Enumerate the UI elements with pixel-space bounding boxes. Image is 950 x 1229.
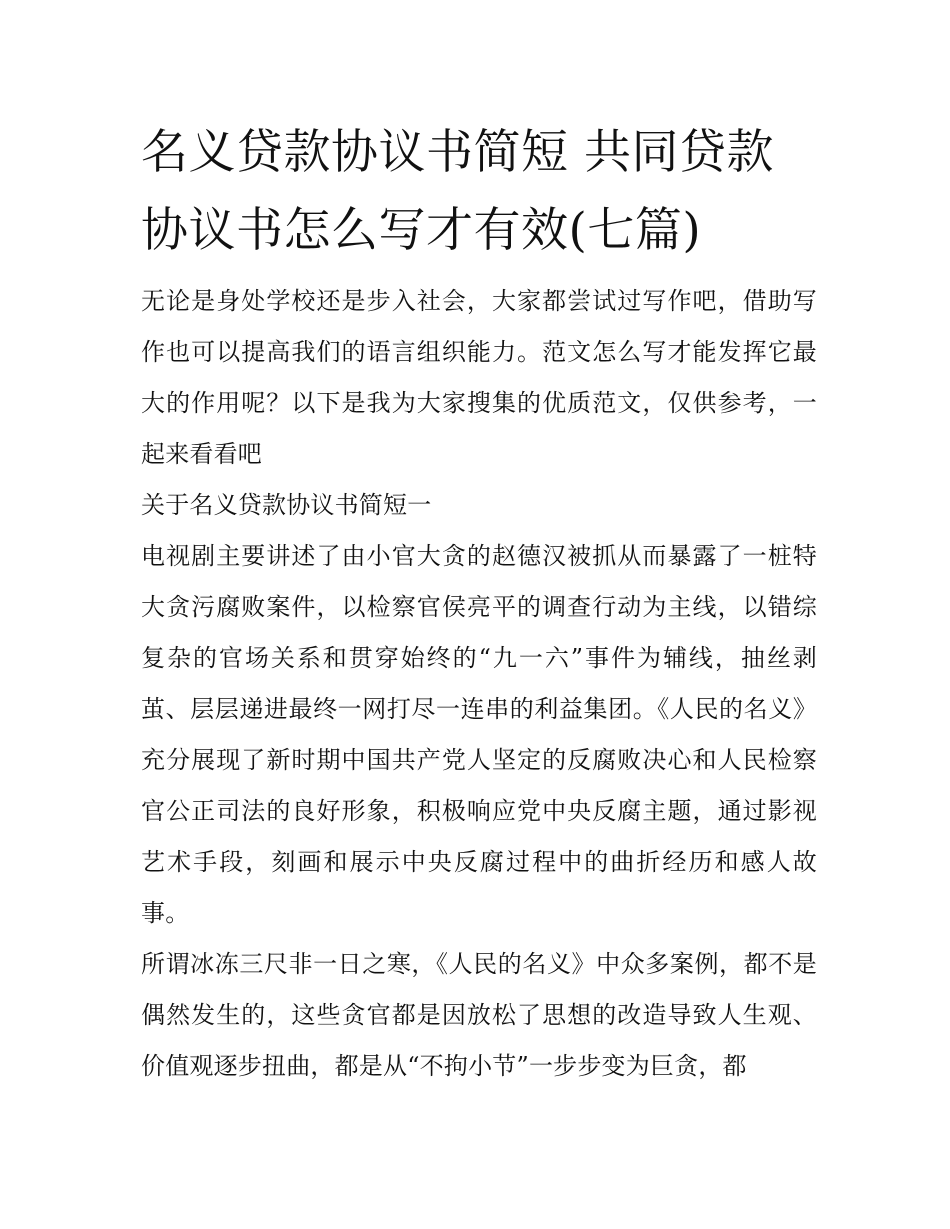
intro-paragraph: 无论是身处学校还是步入社会，大家都尝试过写作吧，借助写作也可以提高我们的语言组织能力。范文怎么写才能发挥它最大的作用呢？以下是我为大家搜集的优质范文，仅供参考，一起来看看吧: [141, 287, 817, 468]
body-paragraph: 所谓冰冻三尺非一日之寒，《人民的名义》中众多案例，都不是偶然发生的，这些贪官都是因放松了思想的改造导致人生观、价值观逐步扭曲，都是从“不拘小节”一步步变为巨贪，都: [141, 950, 817, 1080]
document-body: [141, 276, 817, 1092]
section-heading: 关于名义贷款协议书简短一: [141, 491, 432, 519]
body-paragraph: 电视剧主要讲述了由小官大贪的赵德汉被抓从而暴露了一桩特大贪污腐败案件，以检察官侯亮平的调查行动为主线，以错综复杂的官场关系和贯穿始终的“九一六”事件为辅线，抽丝剥茧、层层递进最终一网打尽一连串的利益集团。《人民的名义》充分展现了新时期中国共产党人坚定的反腐败决心和人民检察官公正司法的良好形象，积极响应党中央反腐主题，通过影视艺术手段，刻画和展示中央反腐过程中的曲折经历和感人故事。: [141, 542, 817, 927]
document-title: 名义贷款协议书简短 共同贷款协议书怎么写才有效(七篇): [141, 125, 774, 258]
